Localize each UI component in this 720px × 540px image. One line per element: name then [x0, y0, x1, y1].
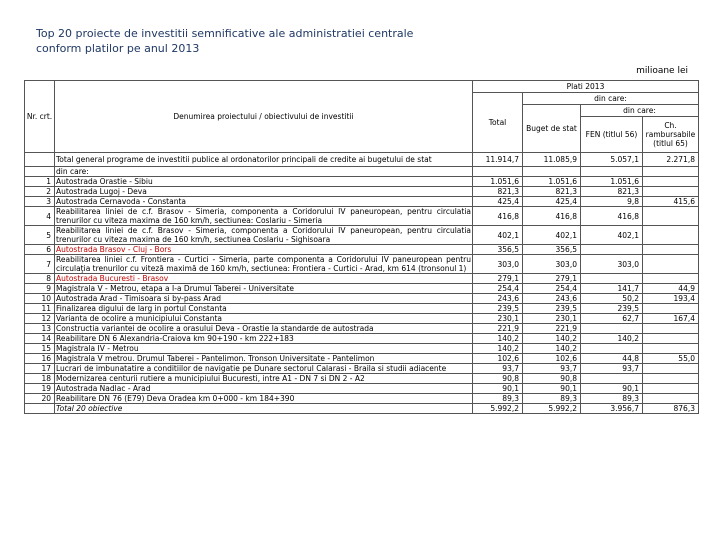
table-row [25, 197, 699, 207]
header-total: Total [473, 93, 523, 153]
cell-fen: 303,0 [581, 255, 643, 274]
cell-ch: 55,0 [643, 354, 699, 364]
cell-fen: 44,8 [581, 354, 643, 364]
cell-buget: 254,4 [523, 284, 581, 294]
cell-buget: 1.051,6 [523, 177, 581, 187]
cell-nr: 18 [25, 374, 55, 384]
cell-total: 402,1 [473, 226, 523, 245]
cell-desc: Magistrala V metrou. Drumul Taberei - Pantelimon. Tronson Universitate - Pantelimon [55, 354, 473, 364]
din-care-label: din care: [55, 167, 473, 177]
cell-ch [643, 255, 699, 274]
cell-nr: 6 [25, 245, 55, 255]
table-row [25, 294, 699, 304]
cell-buget: 243,6 [523, 294, 581, 304]
cell-fen [581, 374, 643, 384]
header-denumirea: Denumirea proiectului / obiectivului de investitii [55, 81, 473, 153]
cell-nr: 13 [25, 324, 55, 334]
cell-ch [643, 344, 699, 354]
cell-ch: 415,6 [643, 197, 699, 207]
cell-fen: 140,2 [581, 334, 643, 344]
cell-ch [643, 394, 699, 404]
cell-nr: 16 [25, 354, 55, 364]
cell-nr: 12 [25, 314, 55, 324]
cell-total: 90,1 [473, 384, 523, 394]
cell-buget: 402,1 [523, 226, 581, 245]
top20-total-desc: Total 20 obiective [55, 404, 473, 414]
header-din-care-sub: din care: [581, 105, 699, 117]
cell-buget: 425,4 [523, 197, 581, 207]
table-row [25, 354, 699, 364]
cell-fen: 239,5 [581, 304, 643, 314]
cell-desc: Finalizarea digului de larg in portul Constanta [55, 304, 473, 314]
cell-fen: 50,2 [581, 294, 643, 304]
cell-fen: 141,7 [581, 284, 643, 294]
cell-fen [581, 274, 643, 284]
cell-fen [581, 324, 643, 334]
cell-buget: 416,8 [523, 207, 581, 226]
cell-nr: 11 [25, 304, 55, 314]
table-row [25, 187, 699, 197]
table-row [25, 384, 699, 394]
table-row [25, 334, 699, 344]
cell-ch [643, 177, 699, 187]
cell-buget: 102,6 [523, 354, 581, 364]
table-row [25, 284, 699, 294]
cell-desc: Reabilitare DN 76 (E79) Deva Oradea km 0+000 - km 184+390 [55, 394, 473, 404]
cell-buget: 821,3 [523, 187, 581, 197]
cell-fen: 416,8 [581, 207, 643, 226]
cell-total: 1.051,6 [473, 177, 523, 187]
table-row [25, 394, 699, 404]
general-total-total: 11.914,7 [473, 153, 523, 167]
title-line-2: conform platilor pe anul 2013 [36, 42, 200, 55]
cell-ch [643, 334, 699, 344]
cell-fen: 821,3 [581, 187, 643, 197]
cell-fen: 93,7 [581, 364, 643, 374]
cell-desc: Autostrada Arad - Timisoara si by-pass Arad [55, 294, 473, 304]
cell-buget: 140,2 [523, 344, 581, 354]
header-fen: FEN (titlul 56) [581, 117, 643, 153]
unit-label: milioane lei [636, 66, 688, 76]
table-row [25, 207, 699, 226]
cell-buget: 140,2 [523, 334, 581, 344]
general-total-ch: 2.271,8 [643, 153, 699, 167]
cell-desc: Autostrada Brasov - Cluj - Bors [55, 245, 473, 255]
cell-desc: Reabilitarea liniei c.f. Frontiera - Curtici - Simeria, parte componenta a Coridorului IV paneuropean pentru circulaţia trenurilor cu viteză maximă de 160 km/h, sectiunea: Frontiera - Curtici - Arad, km 614 (tronsonul 1) [56, 255, 471, 273]
table-row [25, 314, 699, 324]
cell-nr: 10 [25, 294, 55, 304]
cell-total: 303,0 [473, 255, 523, 274]
general-total-buget: 11.085,9 [523, 153, 581, 167]
cell-ch [643, 374, 699, 384]
cell-fen: 90,1 [581, 384, 643, 394]
cell-desc: Autostrada Lugoj - Deva [55, 187, 473, 197]
cell-buget: 230,1 [523, 314, 581, 324]
cell-buget: 239,5 [523, 304, 581, 314]
cell-buget: 93,7 [523, 364, 581, 374]
cell-buget: 221,9 [523, 324, 581, 334]
top20-total-ch: 876,3 [643, 404, 699, 414]
cell-total: 93,7 [473, 364, 523, 374]
cell-total: 90,8 [473, 374, 523, 384]
cell-ch [643, 364, 699, 374]
cell-ch: 193,4 [643, 294, 699, 304]
top20-total-row [25, 404, 699, 414]
cell-desc: Modernizarea centurii rutiere a municipiului Bucuresti, intre A1 - DN 7 si DN 2 - A2 [55, 374, 473, 384]
header-buget-de-stat: Buget de stat [523, 105, 581, 153]
table-row [25, 255, 699, 274]
cell-nr: 9 [25, 284, 55, 294]
cell-fen: 89,3 [581, 394, 643, 404]
cell-buget: 90,1 [523, 384, 581, 394]
cell-fen: 62,7 [581, 314, 643, 324]
cell-total: 425,4 [473, 197, 523, 207]
cell-ch: 167,4 [643, 314, 699, 324]
cell-ch [643, 187, 699, 197]
table-row [25, 226, 699, 245]
cell-fen [581, 245, 643, 255]
cell-total: 221,9 [473, 324, 523, 334]
cell-desc: Autostrada Bucuresti - Brasov [55, 274, 473, 284]
cell-total: 279,1 [473, 274, 523, 284]
table-row [25, 245, 699, 255]
cell-ch [643, 274, 699, 284]
cell-total: 230,1 [473, 314, 523, 324]
cell-nr: 15 [25, 344, 55, 354]
cell-nr: 20 [25, 394, 55, 404]
top20-total-fen: 3.956,7 [581, 404, 643, 414]
cell-desc: Reabilitare DN 6 Alexandria-Craiova km 90+190 - km 222+183 [55, 334, 473, 344]
cell-desc: Autostrada Nadlac - Arad [55, 384, 473, 394]
table-row [25, 274, 699, 284]
cell-fen: 1.051,6 [581, 177, 643, 187]
cell-nr: 1 [25, 177, 55, 187]
cell-nr: 7 [25, 255, 55, 274]
cell-ch [643, 324, 699, 334]
cell-fen: 402,1 [581, 226, 643, 245]
din-care-row [25, 167, 699, 177]
page-title [36, 26, 456, 56]
cell-total: 243,6 [473, 294, 523, 304]
cell-ch [643, 207, 699, 226]
cell-ch: 44,9 [643, 284, 699, 294]
cell-ch [643, 226, 699, 245]
cell-fen [581, 344, 643, 354]
cell-desc: Reabilitarea liniei de c.f. Brasov - Simeria, componenta a Coridorului IV paneuropean, pentru circulatia trenurilor cu viteza maxima de 160 km/h, sectiunea: Coslariu - Simeria [56, 207, 471, 225]
cell-buget: 356,5 [523, 245, 581, 255]
cell-desc: Magistrala V - Metrou, etapa a I-a Drumul Taberei - Universitate [55, 284, 473, 294]
cell-total: 416,8 [473, 207, 523, 226]
cell-ch [643, 245, 699, 255]
cell-desc: Reabilitarea liniei de c.f. Brasov - Simeria, componenta a Coridorului IV paneuropean, pentru circulatia trenurilor cu viteza maxima de 160 km/h, sectiunea Coslariu - Sighisoara [56, 226, 471, 244]
general-total-row [25, 153, 699, 167]
table-row [25, 374, 699, 384]
cell-buget: 90,8 [523, 374, 581, 384]
header-ch-rambursabile: Ch. rambursabile (titlul 65) [643, 117, 699, 153]
cell-buget: 89,3 [523, 394, 581, 404]
cell-total: 140,2 [473, 334, 523, 344]
cell-nr: 3 [25, 197, 55, 207]
cell-total: 102,6 [473, 354, 523, 364]
top20-total-total: 5.992,2 [473, 404, 523, 414]
cell-nr: 8 [25, 274, 55, 284]
cell-nr: 17 [25, 364, 55, 374]
investment-table [24, 80, 699, 414]
table-body [25, 81, 699, 414]
cell-desc: Autostrada Cernavoda - Constanta [55, 197, 473, 207]
cell-total: 89,3 [473, 394, 523, 404]
cell-total: 821,3 [473, 187, 523, 197]
cell-total: 239,5 [473, 304, 523, 314]
title-line-1: Top 20 proiecte de investitii semnificative ale administratiei centrale [36, 27, 414, 40]
cell-ch [643, 304, 699, 314]
cell-nr: 4 [25, 207, 55, 226]
table-row [25, 344, 699, 354]
cell-desc: Magistrala IV - Metrou [55, 344, 473, 354]
cell-desc: Autostrada Orastie - Sibiu [55, 177, 473, 187]
cell-desc: Varianta de ocolire a municipiului Constanta [55, 314, 473, 324]
cell-fen: 9,8 [581, 197, 643, 207]
cell-desc: Constructia variantei de ocolire a orasului Deva - Orastie la standarde de autostrada [55, 324, 473, 334]
top20-total-buget: 5.992,2 [523, 404, 581, 414]
table-row [25, 364, 699, 374]
cell-desc: Lucrari de imbunatatire a conditiilor de navigatie pe Dunare sectorul Calarasi - Braila si studii adiacente [55, 364, 473, 374]
cell-buget: 279,1 [523, 274, 581, 284]
cell-nr: 2 [25, 187, 55, 197]
cell-nr: 14 [25, 334, 55, 344]
general-total-fen: 5.057,1 [581, 153, 643, 167]
cell-buget: 303,0 [523, 255, 581, 274]
header-nr-crt: Nr. crt. [25, 81, 55, 153]
header-plati-2013: Plati 2013 [473, 81, 699, 93]
general-total-desc: Total general programe de investitii publice al ordonatorilor principali de credite ai bugetului de stat [55, 153, 473, 167]
cell-total: 356,5 [473, 245, 523, 255]
cell-total: 254,4 [473, 284, 523, 294]
cell-nr: 19 [25, 384, 55, 394]
table-row [25, 177, 699, 187]
cell-total: 140,2 [473, 344, 523, 354]
header-din-care: din care: [523, 93, 699, 105]
cell-nr: 5 [25, 226, 55, 245]
table-row [25, 304, 699, 314]
table-row [25, 324, 699, 334]
cell-ch [643, 384, 699, 394]
